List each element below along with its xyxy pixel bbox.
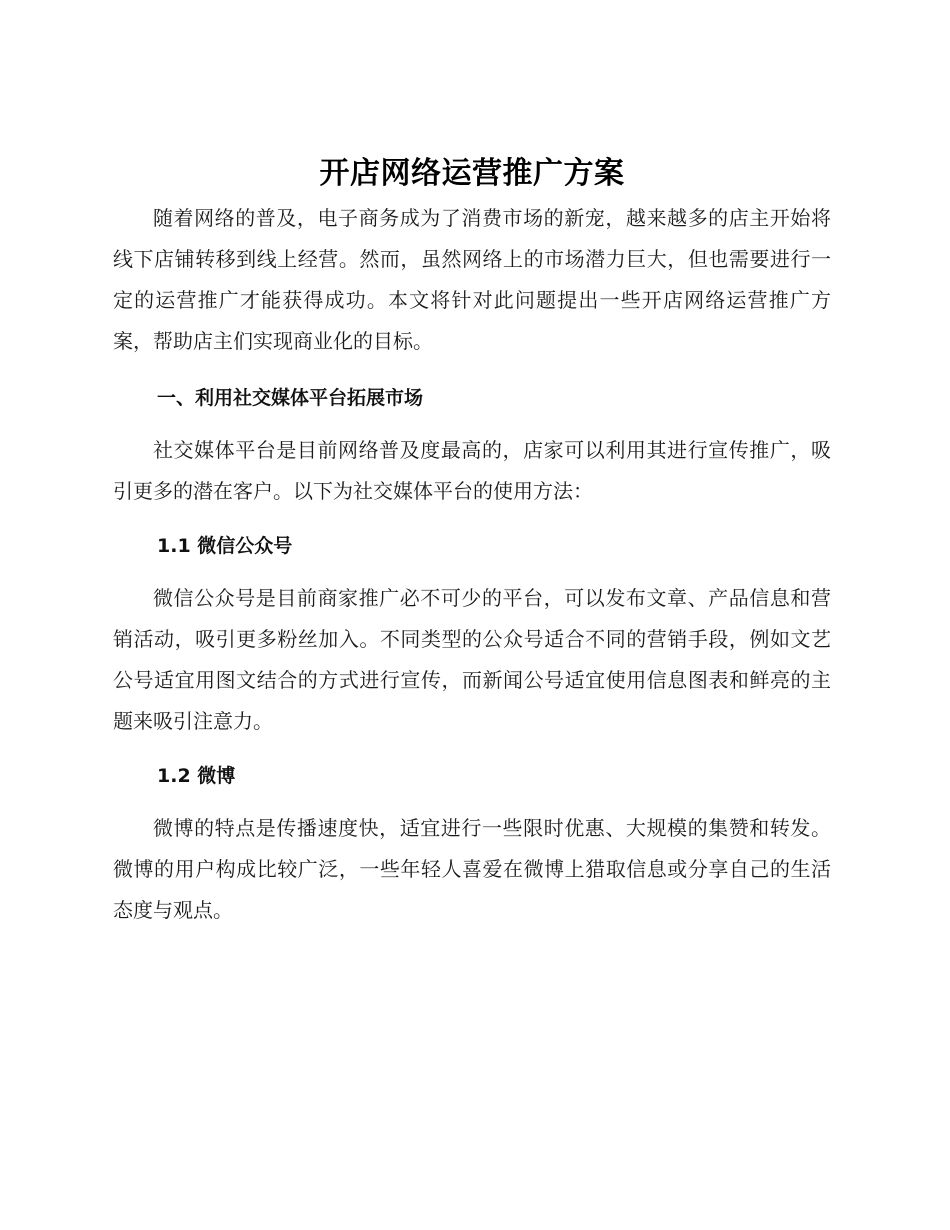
intro-paragraph: 随着网络的普及，电子商务成为了消费市场的新宠，越来越多的店主开始将线下店铺转移到线上经营。然而，虽然网络上的市场潜力巨大，但也需要进行一定的运营推广才能获得成功。本文将针对此问题提出一些开店网络运营推广方案，帮助店主们实现商业化的目标。 [113, 206, 831, 353]
section-1-heading: 一、利用社交媒体平台拓展市场 [157, 387, 424, 409]
document-body [113, 150, 831, 931]
subsection-1-1-heading: 1.1 微信公众号 [157, 535, 293, 557]
subsection-1-2-paragraph: 微博的特点是传播速度快，适宜进行一些限时优惠、大规模的集赞和转发。微博的用户构成比较广泛，一些年轻人喜爱在微博上猎取信息或分享自己的生活态度与观点。 [113, 816, 831, 922]
section-1-paragraph: 社交媒体平台是目前网络普及度最高的，店家可以利用其进行宣传推广，吸引更多的潜在客户。以下为社交媒体平台的使用方法： [113, 438, 831, 503]
subsection-1-1-paragraph: 微信公众号是目前商家推广必不可少的平台，可以发布文章、产品信息和营销活动，吸引更多粉丝加入。不同类型的公众号适合不同的营销手段，例如文艺公号适宜用图文结合的方式进行宣传，而新闻公号适宜使用信息图表和鲜亮的主题来吸引注意力。 [113, 586, 831, 733]
subsection-1-2-heading: 1.2 微博 [157, 765, 236, 787]
document-title: 开店网络运营推广方案 [319, 156, 625, 191]
